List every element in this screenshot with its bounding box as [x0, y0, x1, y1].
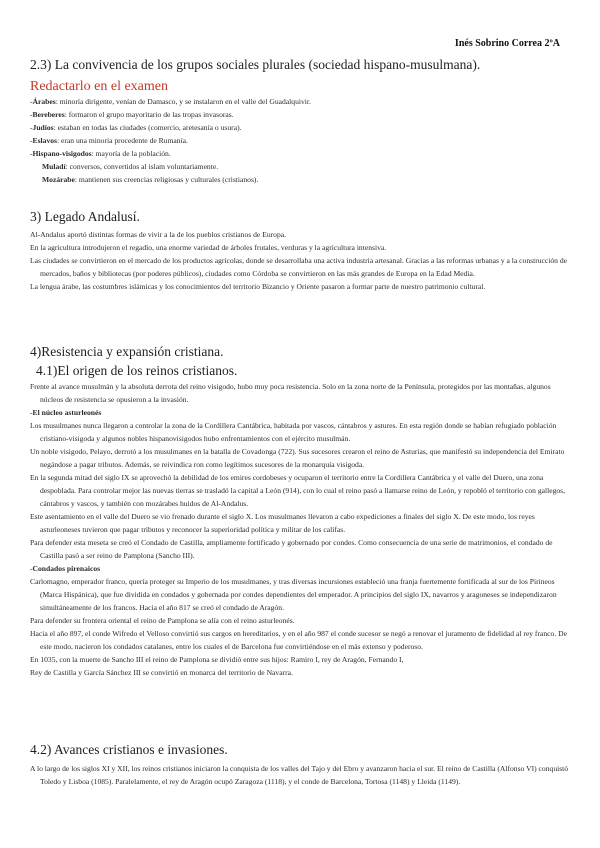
section-3-title: 3) Legado Andalusí.	[30, 209, 140, 224]
list-item: -Bereberes: formaron el grupo mayoritario de las tropas invasoras.	[30, 110, 234, 119]
paragraph: Para defender esta meseta se creó el Condado de Castilla, ampliamente fortificado y gobernado por condes. Como consecuencia de una serie de matrimonios, el condado de Castilla pasó a ser reino de Pamplona (Sancho III).	[30, 538, 553, 560]
paragraph: Carlomagno, emperador franco, quería proteger su Imperio de los musulmanes, y tras diversas incursiones estableció una franja fuertemente fortificada al sur de los Pirineos (Marca Hispánica), que fue dividida en condados y gobernada por condes dependientes del emperador. A principios del siglo IX, navarros y aragoneses se independizaron simultáneamente de los francos. Hacia el año 817 se creó el condado de Aragón.	[30, 577, 557, 612]
author-name: Inés Sobrino Correa 2ºA	[454, 38, 560, 49]
list-item: -Eslavos: eran una minoría procedente de Rumanía.	[30, 136, 188, 145]
paragraph: En 1035, con la muerte de Sancho III el reino de Pamplona se dividió entre sus hijos: Ramiro I, rey de Aragón, Fernando I,	[30, 655, 404, 664]
paragraph: Frente al avance musulmán y la absoluta derrota del reino visigodo, hubo muy poca resistencia. Solo en la zona norte de la Península, protegidos por las montañas, algunos núcleos de resistencia se opusieron a la invasión.	[30, 382, 551, 404]
paragraph: En la segunda mitad del siglo IX se aprovechó la debilidad de los emires cordobeses y ocuparon el territorio entre la Cordillera Cantábrica y el valle del Duero, una zona despoblada. Para controlar mejor las nuevas tierras se trasladó la capital a León (914), con lo cual el reino pasó a llamarse reino de León, y repobló el territorio con gallegos, cántabros y vascos, y también con mozárabes huidos de Al-Andalus.	[30, 473, 566, 508]
paragraph: La lengua árabe, las costumbres islámicas y los conocimientos del territorio Bizancio y Oriente pasaron a formar parte de nuestro patrimonio cultural.	[30, 282, 486, 291]
paragraph: En la agricultura introdujeron el regadío, una enorme variedad de árboles frutales, verduras y la agricultura intensiva.	[30, 243, 387, 252]
section-4-1-body	[30, 380, 574, 679]
paragraph: Las ciudades se convirtieron en el mercado de los productos agrícolas, donde se desarrollaba una activa industria artesanal. Gracias a las reformas urbanas y a la construcción de mercados, baños y bibliotecas (por poderes públicos), ciudades como Córdoba se convirtieron en las más grandes de Europa en la Edad Media.	[30, 256, 568, 278]
section-2-3-title: 2.3) La convivencia de los grupos sociales plurales (sociedad hispano-musulmana).	[30, 57, 481, 72]
social-groups-list	[30, 95, 574, 186]
paragraph: A lo largo de los siglos XI y XII, los reinos cristianos iniciaron la conquista de los valles del Tajo y del Ebro y avanzaron hacia el sur. El reino de Castilla (Alfonso VI) conquistó Toledo y Lisboa (1085). Paralelamente, el rey de Aragón ocupó Zaragoza (1118), y el conde de Barcelona, Tortosa (1148) y Lleida (1149).	[30, 764, 569, 786]
paragraph: Para defender su frontera oriental el reino de Pamplona se alía con el reino asturleonés.	[30, 616, 295, 625]
paragraph: Este asentamiento en el valle del Duero se vio frenado durante el siglo X. Los musulmanes llevaron a cabo expediciones a finales del siglo X. De este modo, los reyes asturleoneses tuvieron que pagar tributos y reconocer la superioridad política y militar de los califas.	[30, 512, 535, 534]
exam-note: Redactarlo en el examen	[30, 79, 168, 94]
paragraph: Los musulmanes nunca llegaron a controlar la zona de la Cordillera Cantábrica, habitada por vascos, cántabros y astures. En esta región donde se habían refugiado población cristiano-visigoda y algunos nobles hispanovisigodos hubo enfrentamientos con el ejército musulmán.	[30, 421, 557, 443]
list-item: -Árabes: minoría dirigente, venían de Damasco, y se instalaron en el valle del Guadalquivir.	[30, 97, 311, 106]
paragraph: Al-Andalus aportó distintas formas de vivir a la de los pueblos cristianos de Europa.	[30, 230, 287, 239]
list-item: -Hispano-visigodos: mayoría de la población.	[30, 149, 171, 158]
paragraph: Rey de Castilla y García Sánchez III se convirtió en monarca del territorio de Navarra.	[30, 668, 293, 677]
section-4-1-title: 4.1)El origen de los reinos cristianos.	[36, 363, 238, 378]
list-item: Mozárabe: mantienen sus creencias religiosas y culturales (cristianos).	[42, 175, 259, 184]
subheading-pirenaicos: -Condados pirenaicos	[30, 564, 101, 573]
paragraph: Hacia el año 897, el conde Wifredo el Velloso convirtió sus cargos en hereditarios, y en el año 987 el conde sucesor se negó a renovar el juramento de fidelidad al rey franco. De este modo, nacieron los condados catalanes, entre los cuales el de Barcelona fue convirtiéndose en el más extenso y poderoso.	[30, 629, 567, 651]
legado-body	[30, 228, 574, 293]
paragraph: Un noble visigodo, Pelayo, derrotó a los musulmanes en la batalla de Covadonga (722). Sus sucesores crearon el reino de Asturias, que manifestó su independencia del Emirato negándose a pagar tributos. Además, se reivindica ron como legítimos sucesores de la monarquía visigoda.	[30, 447, 565, 469]
subheading-asturleones: -El núcleo asturleonés	[30, 408, 102, 417]
list-item: -Judíos: estaban en todas las ciudades (comercio, aretesanía o usura).	[30, 123, 242, 132]
section-4-2-body	[30, 762, 574, 788]
section-4-title: 4)Resistencia y expansión cristiana.	[30, 344, 224, 359]
list-item: Muladí: conversos, convertidos al islam voluntariamente.	[42, 162, 219, 171]
section-4-2-title: 4.2) Avances cristianos e invasiones.	[30, 742, 228, 757]
